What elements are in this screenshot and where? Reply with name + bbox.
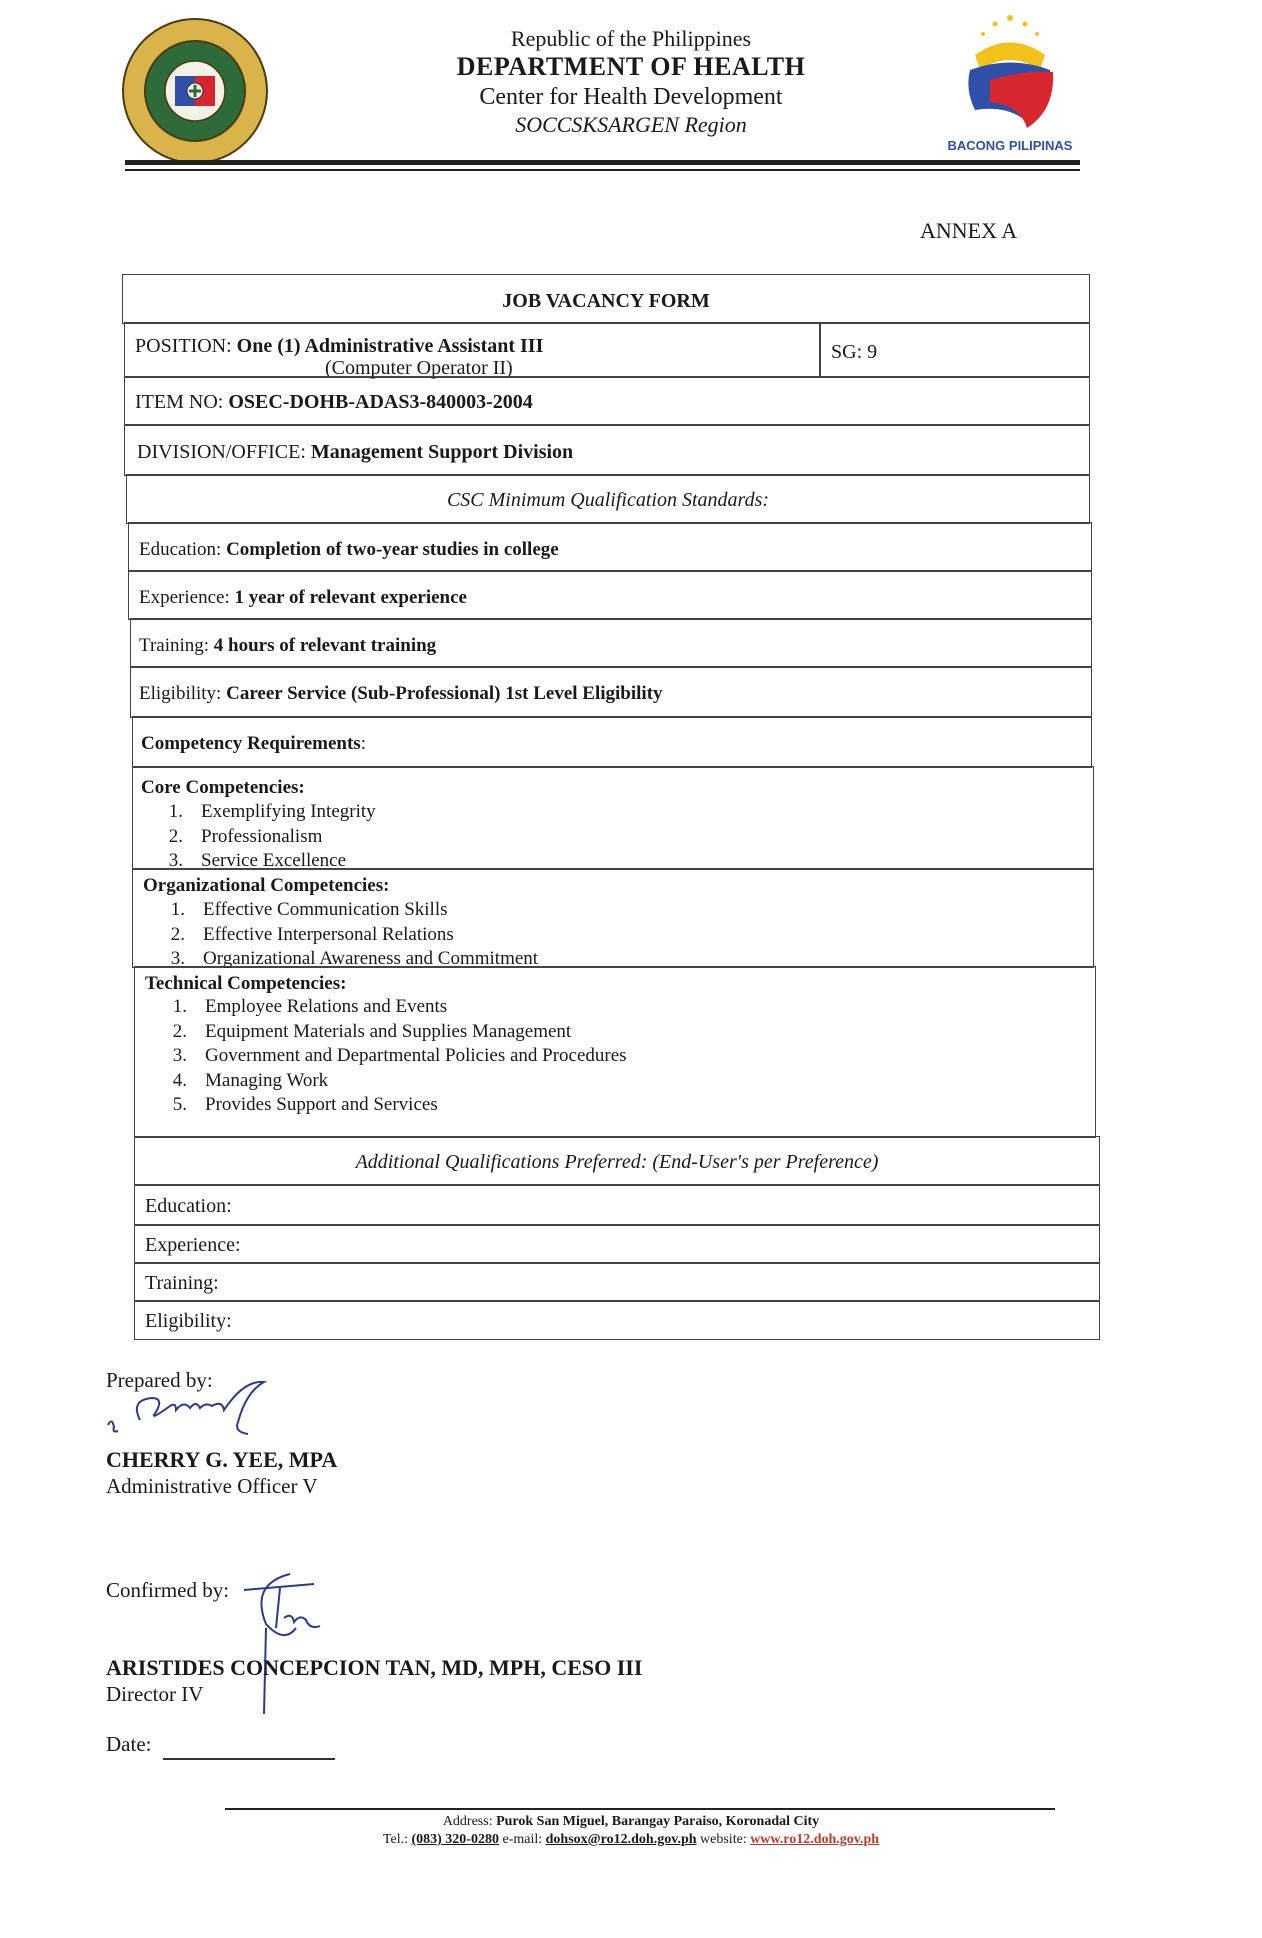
- position-label: POSITION:: [135, 335, 237, 357]
- eligibility-field: [139, 683, 663, 705]
- date-line: [163, 1758, 335, 1760]
- footer-rule: [225, 1808, 1055, 1810]
- prepared-name: CHERRY G. YEE, MPA: [106, 1447, 338, 1472]
- prepared-title: Administrative Officer V: [106, 1474, 318, 1498]
- email-link[interactable]: dohsox@ro12.doh.gov.ph: [545, 1832, 697, 1847]
- logo-text: BACONG PILIPINAS: [947, 138, 1073, 153]
- education-field: [139, 539, 559, 561]
- prepared-by-label: Prepared by:: [106, 1368, 213, 1392]
- additional-heading: Additional Qualifications Preferred: (End-User's per Preference): [355, 1151, 879, 1173]
- education-value: Completion of two-year studies in college: [226, 539, 559, 560]
- csc-heading-row: [126, 474, 1090, 524]
- email-label: e-mail:: [498, 1832, 546, 1847]
- experience-label: Experience:: [139, 587, 235, 608]
- position-value: One (1) Administrative Assistant III: [236, 335, 544, 357]
- bagong-pilipinas-logo-icon: [935, 10, 1085, 155]
- add-training-label: Training:: [145, 1272, 219, 1294]
- address-value: Purok San Miguel, Barangay Paraiso, Koronadal City: [496, 1814, 820, 1829]
- form-title: JOB VACANCY FORM: [502, 290, 710, 312]
- eligibility-label: Eligibility:: [139, 683, 227, 704]
- header-region: SOCCSKSARGEN Region: [515, 112, 747, 137]
- core-competencies-row: [132, 766, 1094, 870]
- org-list: [147, 898, 538, 972]
- form-title-row: [122, 274, 1090, 324]
- tel-value: (083) 320-0280: [411, 1832, 499, 1847]
- division-row: [124, 424, 1090, 476]
- add-experience-label: Experience:: [145, 1234, 241, 1256]
- add-eligibility-row: [134, 1300, 1100, 1340]
- division-value: Management Support Division: [310, 441, 574, 463]
- item-field: [135, 391, 533, 414]
- experience-value: 1 year of relevant experience: [234, 587, 467, 608]
- signature-tan-icon: [230, 1568, 340, 1718]
- list-item: 5. Provides Support and Services: [172, 1094, 438, 1115]
- additional-heading-row: [134, 1136, 1100, 1186]
- footer-contact: [0, 1832, 1262, 1848]
- education-row: [128, 522, 1092, 572]
- item-label: ITEM NO:: [135, 391, 229, 413]
- list-item: 4. Managing Work: [172, 1069, 329, 1091]
- add-education-label: Education:: [145, 1195, 232, 1217]
- division-field: [137, 441, 573, 464]
- position-row: [124, 322, 1090, 378]
- list-item: 1. Employee Relations and Events: [172, 996, 448, 1017]
- experience-field: [139, 587, 467, 609]
- org-heading: Organizational Competencies:: [143, 875, 390, 896]
- footer-address: [0, 1814, 1262, 1830]
- list-item: 1. Exemplifying Integrity: [168, 801, 376, 822]
- division-label: DIVISION/OFFICE:: [137, 441, 311, 463]
- header-rule-thick: [125, 160, 1080, 165]
- training-label: Training:: [139, 635, 214, 656]
- core-heading: Core Competencies:: [141, 777, 305, 798]
- add-experience-row: [134, 1224, 1100, 1264]
- eligibility-row: [130, 666, 1092, 718]
- list-item: 3. Service Excellence: [168, 850, 347, 871]
- training-value: 4 hours of relevant training: [213, 635, 437, 656]
- org-competencies-row: [132, 868, 1094, 968]
- sg-divider: [819, 323, 821, 376]
- education-label: Education:: [139, 539, 227, 560]
- item-value: OSEC-DOHB-ADAS3-840003-2004: [228, 391, 533, 413]
- position-field: [135, 335, 543, 358]
- confirmed-title: Director IV: [106, 1682, 204, 1706]
- item-row: [124, 376, 1090, 426]
- tel-label: Tel.:: [382, 1832, 412, 1847]
- tech-competencies-row: [134, 966, 1096, 1138]
- training-row: [130, 618, 1092, 668]
- add-eligibility-label: Eligibility:: [145, 1310, 232, 1332]
- position-subtitle: (Computer Operator II): [325, 357, 513, 379]
- experience-row: [128, 570, 1092, 620]
- header-republic: Republic of the Philippines: [510, 26, 752, 51]
- confirmed-by-label: Confirmed by:: [106, 1578, 230, 1602]
- core-list: [145, 800, 376, 874]
- website-label: website:: [696, 1832, 751, 1847]
- competency-colon: :: [360, 733, 366, 754]
- csc-heading: CSC Minimum Qualification Standards:: [446, 489, 770, 511]
- competency-heading: Competency Requirements: [141, 733, 361, 754]
- tech-list: [149, 995, 627, 1118]
- eligibility-value: Career Service (Sub-Professional) 1st Level Eligibility: [226, 683, 663, 704]
- header-department: DEPARTMENT OF HEALTH: [456, 52, 806, 81]
- signature-yee-icon: [100, 1380, 320, 1450]
- list-item: 2. Professionalism: [168, 825, 323, 847]
- competency-heading-field: [141, 733, 366, 755]
- list-item: 1. Effective Communication Skills: [170, 899, 448, 920]
- header-rule-thin: [125, 169, 1080, 171]
- add-training-row: [134, 1262, 1100, 1302]
- training-field: [139, 635, 436, 657]
- salary-grade: SG: 9: [831, 341, 878, 363]
- add-education-row: [134, 1184, 1100, 1226]
- list-item: 2. Effective Interpersonal Relations: [170, 923, 454, 945]
- confirmed-name: ARISTIDES CONCEPCION TAN, MD, MPH, CESO III: [106, 1655, 643, 1680]
- list-item: 3. Organizational Awareness and Commitment: [170, 948, 539, 969]
- annex-label: ANNEX A: [920, 218, 1018, 243]
- list-item: 2. Equipment Materials and Supplies Management: [172, 1020, 572, 1042]
- date-label: Date:: [106, 1732, 152, 1756]
- website-link[interactable]: www.ro12.doh.gov.ph: [750, 1832, 880, 1847]
- competency-heading-row: [132, 716, 1092, 768]
- tech-heading: Technical Competencies:: [145, 973, 347, 994]
- header-center: Center for Health Development: [479, 84, 783, 110]
- address-label: Address:: [442, 1814, 497, 1829]
- list-item: 3. Government and Departmental Policies and Procedures: [172, 1045, 627, 1066]
